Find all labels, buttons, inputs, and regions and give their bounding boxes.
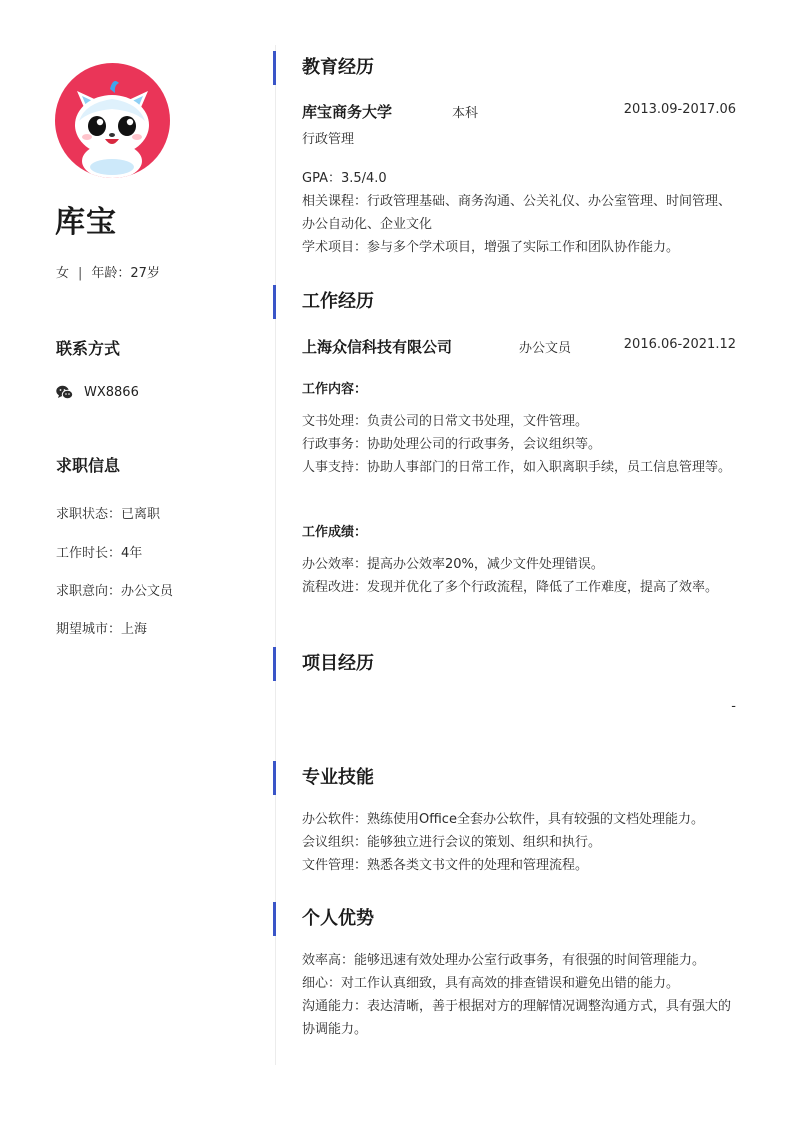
list-item: 人事支持：协助人事部门的日常工作，如入职离职手续，员工信息管理等。 — [302, 460, 732, 475]
list-item: 办公效率：提高办公效率20%，减少文件处理错误。 — [302, 557, 604, 572]
list-item: 文书处理：负责公司的日常文书处理，文件管理。 — [302, 414, 589, 429]
courses: 相关课程：行政管理基础、商务沟通、公关礼仪、办公室管理、时间管理、办公自动化、企业文化 — [302, 194, 732, 232]
age: 年龄：27岁 — [91, 266, 160, 281]
position: 办公文员 — [519, 341, 572, 356]
wechat-id: WX8866 — [84, 385, 139, 400]
academic-projects: 学术项目：参与多个学术项目，增强了实际工作和团队协作能力。 — [302, 240, 680, 255]
education-header — [302, 101, 736, 123]
section-accent-bar — [273, 647, 276, 681]
work-content — [302, 410, 738, 479]
work-title: 工作经历 — [302, 291, 374, 312]
degree: 本科 — [452, 106, 479, 121]
education-title: 教育经历 — [302, 57, 374, 78]
expected-city: 期望城市：上海 — [56, 622, 148, 637]
skills-list — [302, 808, 738, 877]
contact-title: 联系方式 — [56, 339, 121, 358]
gender: 女 — [56, 266, 70, 281]
work-achievements — [302, 553, 738, 599]
education-date: 2013.09-2017.06 — [623, 102, 736, 117]
candidate-name: 库宝 — [55, 205, 117, 240]
work-content-title: 工作内容： — [302, 382, 368, 397]
strengths-title: 个人优势 — [302, 908, 374, 929]
company-name: 上海众信科技有限公司 — [302, 338, 453, 356]
list-item: 文件管理：熟悉各类文书文件的处理和管理流程。 — [302, 858, 589, 873]
list-item: 细心：对工作认真细致，具有高效的排查错误和避免出错的能力。 — [302, 976, 680, 991]
work-years: 工作时长：4年 — [56, 546, 143, 561]
work-date: 2016.06-2021.12 — [623, 337, 736, 352]
school-name: 库宝商务大学 — [302, 103, 393, 121]
skills-title: 专业技能 — [302, 767, 374, 788]
education-details — [302, 167, 738, 259]
section-accent-bar — [273, 761, 276, 795]
section-accent-bar — [273, 902, 276, 936]
gpa: GPA：3.5/4.0 — [302, 171, 387, 186]
list-item: 沟通能力：表达清晰，善于根据对方的理解情况调整沟通方式，具有强大的协调能力。 — [302, 999, 732, 1037]
strengths-list — [302, 949, 738, 1041]
major: 行政管理 — [302, 132, 355, 147]
job-status: 求职状态：已离职 — [56, 507, 161, 522]
list-item: 办公软件：熟练使用Office全套办公软件，具有较强的文档处理能力。 — [302, 812, 704, 827]
projects-title: 项目经历 — [302, 653, 374, 674]
job-target: 求职意向：办公文员 — [56, 584, 174, 599]
job-intent-title: 求职信息 — [56, 456, 121, 475]
work-header — [302, 336, 736, 358]
list-item: 流程改进：发现并优化了多个行政流程，降低了工作难度，提高了效率。 — [302, 580, 719, 595]
projects-placeholder: - — [731, 699, 736, 714]
list-item: 效率高：能够迅速有效处理办公室行政事务，有很强的时间管理能力。 — [302, 953, 706, 968]
list-item: 会议组织：能够独立进行会议的策划、组织和执行。 — [302, 835, 602, 850]
work-achievement-title: 工作成绩： — [302, 525, 368, 540]
list-item: 行政事务：协助处理公司的行政事务，会议组织等。 — [302, 437, 602, 452]
section-accent-bar — [273, 285, 276, 319]
separator: | — [78, 266, 83, 281]
section-accent-bar — [273, 51, 276, 85]
